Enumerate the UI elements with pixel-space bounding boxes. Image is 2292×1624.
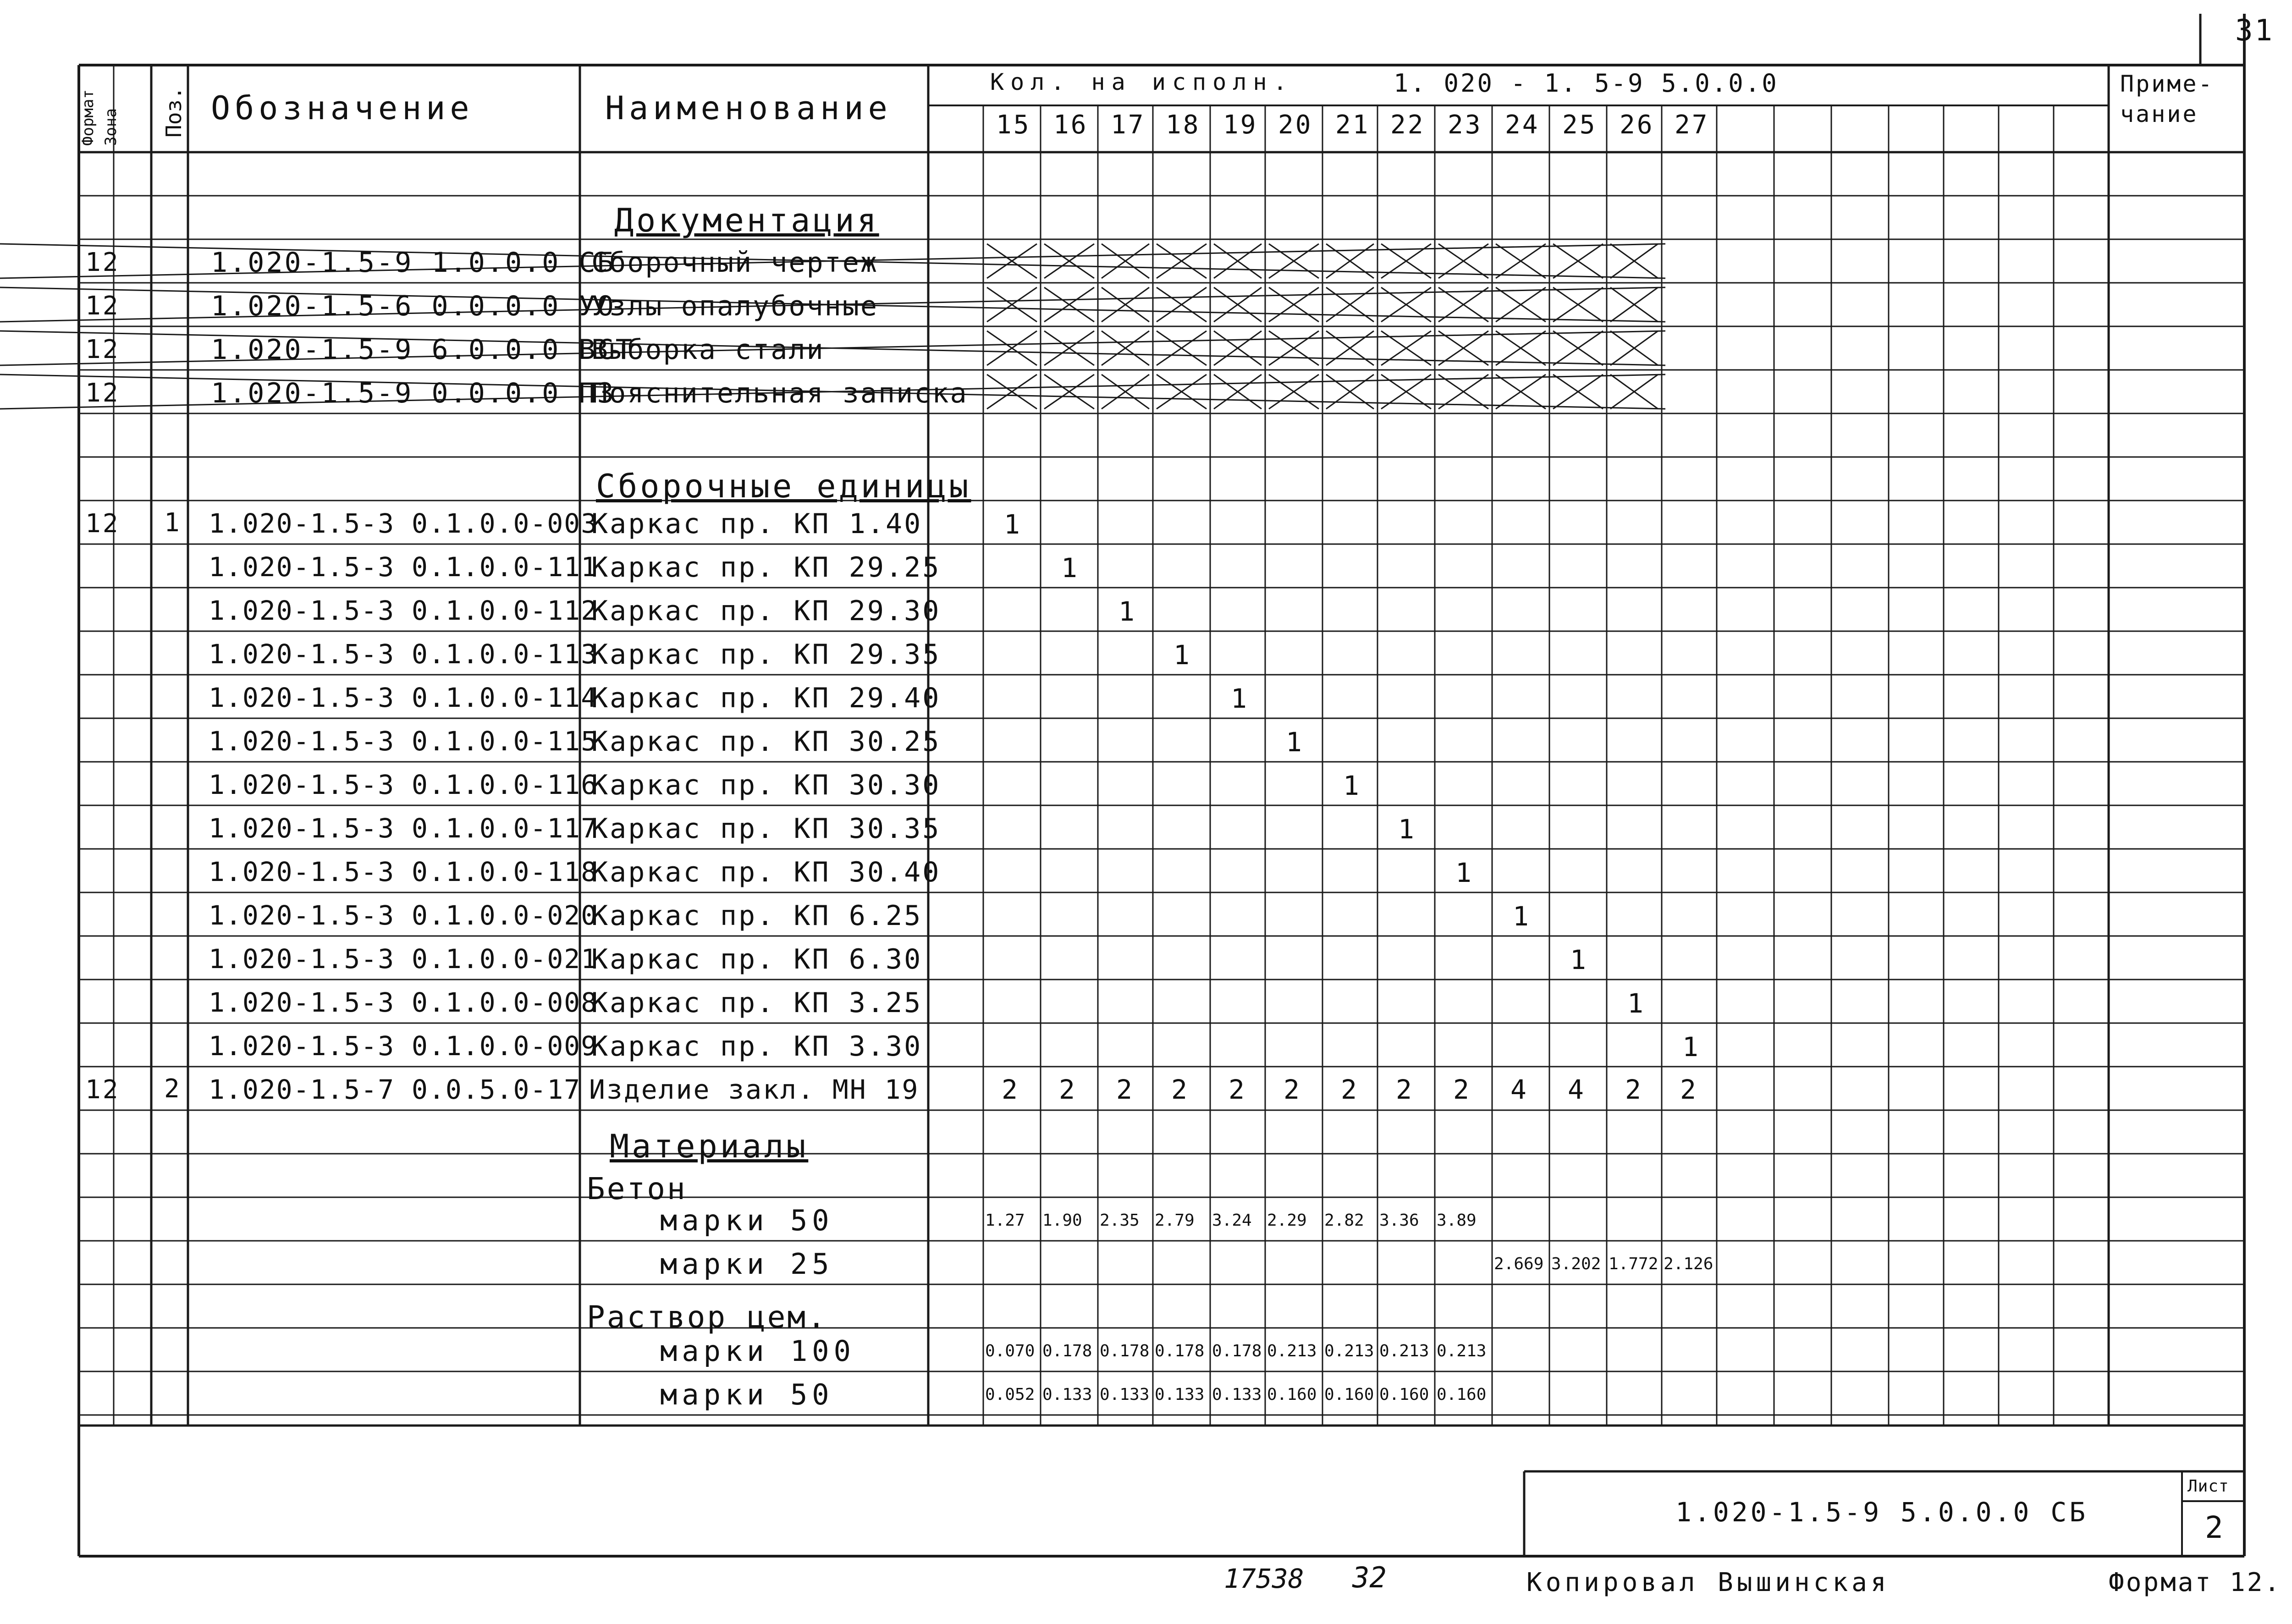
material-value: 0.213	[1267, 1342, 1317, 1360]
sheet-number-top: 31	[2235, 14, 2275, 48]
section-materials: Материалы	[610, 1128, 809, 1165]
assembly-name: Каркас пр. КП 29.35	[591, 639, 941, 671]
assembly-qty: 1	[1004, 509, 1022, 540]
material-value: 0.160	[1437, 1385, 1487, 1404]
doc-format: 12	[85, 291, 120, 321]
assembly-designation: 1.020-1.5-3 0.1.0.0-115	[209, 726, 598, 757]
material-value: 0.070	[985, 1342, 1035, 1360]
section-assembly-units: Сборочные единицы	[596, 468, 971, 505]
material-value: 0.052	[985, 1385, 1035, 1404]
material-grade: марки 25	[660, 1247, 834, 1281]
variant-header-23: 23	[1448, 110, 1482, 140]
assembly-qty: 1	[1570, 944, 1588, 975]
embedded-qty: 2	[1229, 1074, 1246, 1105]
section-mortar: Раствор цем.	[587, 1299, 827, 1335]
header-pos: Поз.	[161, 87, 186, 138]
material-value: 0.133	[1100, 1385, 1150, 1404]
assembly-qty: 1	[1061, 552, 1079, 584]
material-value: 2.126	[1664, 1255, 1713, 1273]
embedded-qty: 2	[1059, 1074, 1077, 1105]
material-grade: марки 100	[660, 1334, 855, 1368]
variant-header-25: 25	[1562, 110, 1597, 140]
embedded-qty: 4	[1510, 1074, 1528, 1105]
assembly-designation: 1.020-1.5-3 0.1.0.0-116	[209, 769, 598, 800]
doc-name: Выборка стали	[591, 334, 825, 366]
variant-header-26: 26	[1620, 110, 1654, 140]
assembly-qty: 1	[1174, 639, 1191, 671]
doc-name: Пояснительная записка	[591, 377, 968, 409]
assembly-format: 12	[85, 509, 120, 539]
section-concrete: Бетон	[587, 1171, 687, 1206]
material-value: 1.27	[985, 1211, 1025, 1230]
header-qty-doc: 1. 020 - 1. 5-9 5.0.0.0	[1394, 69, 1779, 98]
embedded-name: Изделие закл. МН 19	[589, 1074, 920, 1105]
header-name: Наименование	[605, 89, 892, 127]
assembly-name: Каркас пр. КП 1.40	[591, 508, 923, 540]
material-value: 0.160	[1267, 1385, 1317, 1404]
embedded-qty: 2	[1002, 1074, 1019, 1105]
material-grade: марки 50	[660, 1378, 834, 1411]
doc-format: 12	[85, 335, 120, 364]
material-value: 3.89	[1437, 1211, 1477, 1230]
material-value: 2.29	[1267, 1211, 1307, 1230]
material-value: 3.24	[1212, 1211, 1252, 1230]
assembly-name: Каркас пр. КП 30.30	[591, 769, 941, 801]
variant-header-19: 19	[1223, 110, 1258, 140]
doc-designation: 1.020-1.5-9 0.0.0.0 ПЗ	[211, 377, 616, 409]
doc-format: 12	[85, 248, 120, 277]
header-note: Приме-чание	[2120, 71, 2214, 127]
header-format: Формат	[79, 89, 97, 146]
assembly-designation: 1.020-1.5-3 0.1.0.0-117	[209, 813, 598, 844]
embedded-format: 12	[85, 1075, 120, 1105]
stamp-code: 1.020-1.5-9 5.0.0.0 СБ	[1675, 1497, 2088, 1528]
material-value: 2.79	[1155, 1211, 1195, 1230]
assembly-designation: 1.020-1.5-3 0.1.0.0-009	[209, 1030, 598, 1062]
footer-page: 32	[1352, 1561, 1387, 1594]
assembly-designation: 1.020-1.5-3 0.1.0.0-008	[209, 987, 598, 1018]
assembly-qty: 1	[1343, 770, 1361, 801]
material-value: 0.178	[1212, 1342, 1262, 1360]
material-value: 0.160	[1324, 1385, 1374, 1404]
variant-header-16: 16	[1053, 110, 1088, 140]
material-value: 0.133	[1155, 1385, 1205, 1404]
assembly-designation: 1.020-1.5-3 0.1.0.0-021	[209, 943, 598, 974]
material-value: 0.213	[1324, 1342, 1374, 1360]
embedded-qty: 4	[1568, 1074, 1586, 1105]
embedded-pos: 2	[164, 1074, 182, 1104]
assembly-pos: 1	[164, 508, 182, 538]
assembly-qty: 1	[1286, 727, 1304, 758]
assembly-name: Каркас пр. КП 30.40	[591, 856, 941, 888]
variant-header-18: 18	[1166, 110, 1201, 140]
embedded-qty: 2	[1341, 1074, 1359, 1105]
variant-header-20: 20	[1278, 110, 1313, 140]
assembly-designation: 1.020-1.5-3 0.1.0.0-003	[209, 508, 598, 539]
variant-header-22: 22	[1390, 110, 1425, 140]
assembly-qty: 1	[1231, 683, 1249, 714]
embedded-qty: 2	[1625, 1074, 1643, 1105]
variant-header-24: 24	[1505, 110, 1540, 140]
material-value: 2.669	[1494, 1255, 1544, 1273]
variant-header-21: 21	[1335, 110, 1370, 140]
assembly-name: Каркас пр. КП 29.40	[591, 682, 941, 714]
assembly-name: Каркас пр. КП 3.30	[591, 1030, 923, 1062]
assembly-qty: 1	[1118, 596, 1136, 627]
assembly-qty: 1	[1682, 1031, 1700, 1062]
doc-format: 12	[85, 378, 120, 408]
material-value: 0.133	[1042, 1385, 1092, 1404]
assembly-designation: 1.020-1.5-3 0.1.0.0-118	[209, 856, 598, 887]
embedded-qty: 2	[1680, 1074, 1698, 1105]
material-grade: марки 50	[660, 1204, 834, 1237]
doc-name: Сборочный чертеж	[591, 247, 878, 279]
assembly-designation: 1.020-1.5-3 0.1.0.0-020	[209, 900, 598, 931]
variant-header-27: 27	[1675, 110, 1709, 140]
assembly-designation: 1.020-1.5-3 0.1.0.0-111	[209, 551, 598, 583]
assembly-name: Каркас пр. КП 30.25	[591, 726, 941, 758]
embedded-designation: 1.020-1.5-7 0.0.5.0-17	[209, 1074, 581, 1105]
doc-designation: 1.020-1.5-9 1.0.0.0 СБ	[211, 247, 616, 279]
variant-header-17: 17	[1111, 110, 1146, 140]
doc-designation: 1.020-1.5-9 6.0.0.0 ВСТ	[211, 334, 634, 366]
material-value: 2.35	[1100, 1211, 1140, 1230]
assembly-designation: 1.020-1.5-3 0.1.0.0-114	[209, 682, 598, 713]
assembly-name: Каркас пр. КП 29.30	[591, 595, 941, 627]
header-zone: Зона	[102, 108, 120, 146]
assembly-name: Каркас пр. КП 3.25	[591, 987, 923, 1019]
material-value: 0.178	[1100, 1342, 1150, 1360]
stamp-sheet-value: 2	[2205, 1510, 2225, 1545]
assembly-name: Каркас пр. КП 29.25	[591, 551, 941, 584]
variant-header-15: 15	[996, 110, 1031, 140]
embedded-qty: 2	[1116, 1074, 1134, 1105]
doc-name: Узлы опалубочные	[591, 290, 878, 322]
header-qty-title: Кол. на исполн.	[990, 69, 1294, 95]
assembly-qty: 1	[1627, 988, 1645, 1019]
material-value: 3.36	[1379, 1211, 1419, 1230]
header-designation: Обозначение	[211, 89, 474, 127]
material-value: 1.772	[1609, 1255, 1658, 1273]
stamp-sheet-label: Лист	[2187, 1477, 2229, 1496]
material-value: 2.82	[1324, 1211, 1364, 1230]
assembly-name: Каркас пр. КП 30.35	[591, 813, 941, 845]
material-value: 0.213	[1437, 1342, 1487, 1360]
assembly-qty: 1	[1398, 814, 1416, 845]
assembly-designation: 1.020-1.5-3 0.1.0.0-112	[209, 595, 598, 626]
embedded-qty: 2	[1453, 1074, 1471, 1105]
assembly-name: Каркас пр. КП 6.25	[591, 900, 923, 932]
footer-inventory: 17538	[1224, 1563, 1304, 1594]
assembly-name: Каркас пр. КП 6.30	[591, 943, 923, 975]
section-documentation: Документация	[614, 202, 879, 239]
material-value: 0.178	[1042, 1342, 1092, 1360]
assembly-qty: 1	[1455, 857, 1473, 888]
embedded-qty: 2	[1284, 1074, 1301, 1105]
material-value: 1.90	[1042, 1211, 1082, 1230]
material-value: 0.213	[1379, 1342, 1429, 1360]
footer-format: Формат 12.	[2109, 1568, 2282, 1597]
embedded-qty: 2	[1396, 1074, 1414, 1105]
footer-copied: Копировал Вышинская	[1526, 1568, 1890, 1597]
assembly-qty: 1	[1513, 901, 1531, 932]
material-value: 0.178	[1155, 1342, 1205, 1360]
material-value: 0.133	[1212, 1385, 1262, 1404]
assembly-designation: 1.020-1.5-3 0.1.0.0-113	[209, 639, 598, 670]
material-value: 3.202	[1551, 1255, 1601, 1273]
embedded-qty: 2	[1171, 1074, 1189, 1105]
material-value: 0.160	[1379, 1385, 1429, 1404]
doc-designation: 1.020-1.5-6 0.0.0.0 УО	[211, 290, 616, 322]
